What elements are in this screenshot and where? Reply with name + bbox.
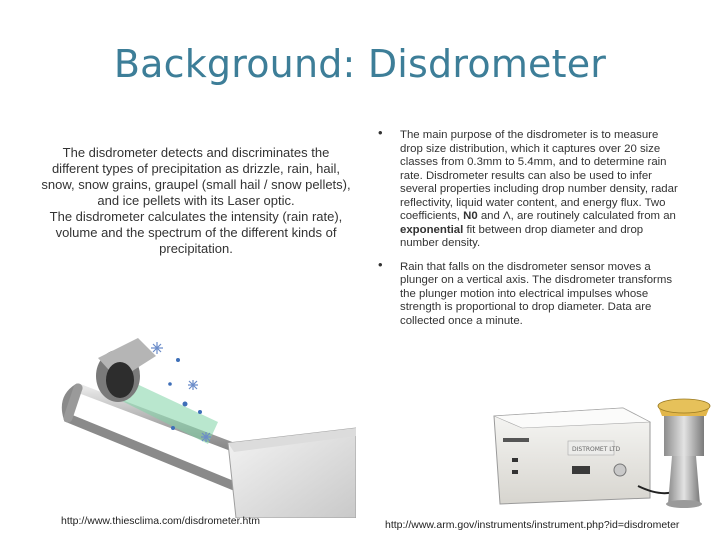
caption-left-url[interactable]: http://www.thiesclima.com/disdrometer.htm xyxy=(61,515,260,527)
left-description xyxy=(40,145,352,257)
exponential-term: exponential xyxy=(400,223,464,236)
bullet-text-part2: and Λ, are routinely calculated from an xyxy=(477,210,676,222)
bullet-text-part1: The main purpose of the disdrometer is to measure drop size distribution, which it captures over 20 size classes from 0.3mm to 5.4mm, and to determine rain rate. Disdrometer results can also be used to infer several properties including drop number density, radar reflectivity, liquid water content, and energy flux. Two coefficients, xyxy=(400,129,678,222)
bullet-item-purpose xyxy=(378,125,683,251)
laser-disdrometer-image xyxy=(58,318,356,518)
device-label: DISTROMET LTD xyxy=(572,446,621,453)
bullet-glyph: • xyxy=(378,125,383,140)
slide-title: Background: Disdrometer xyxy=(113,42,607,86)
impact-disdrometer-image xyxy=(488,386,716,516)
caption-right-url[interactable]: http://www.arm.gov/instruments/instrument.php?id=disdrometer xyxy=(385,519,680,531)
bullet-item-mechanism xyxy=(378,256,683,329)
bullet-list xyxy=(378,125,683,338)
bullet-glyph: • xyxy=(378,256,383,272)
left-paragraph-2: The disdrometer calculates the intensity (rain rate), volume and the spectrum of the different kinds of precipitation. xyxy=(49,209,343,256)
left-paragraph-1: The disdrometer detects and discriminates the different types of precipitation as drizzle, rain, hail, snow, snow grains, graupel (small hail / snow pellets), and ice pellets with its Laser optic. xyxy=(41,145,351,208)
bullet-text-mechanism: Rain that falls on the disdrometer sensor moves a plunger on a vertical axis. The disdrometer transforms the plunger motion into electrical impulses whose strength is proportional to drop diameter. Data are collected once a minute. xyxy=(400,260,673,327)
coefficient-n0: N0 xyxy=(463,210,478,222)
bullet-text-part3: fit between drop diameter and drop number density. xyxy=(400,223,644,249)
